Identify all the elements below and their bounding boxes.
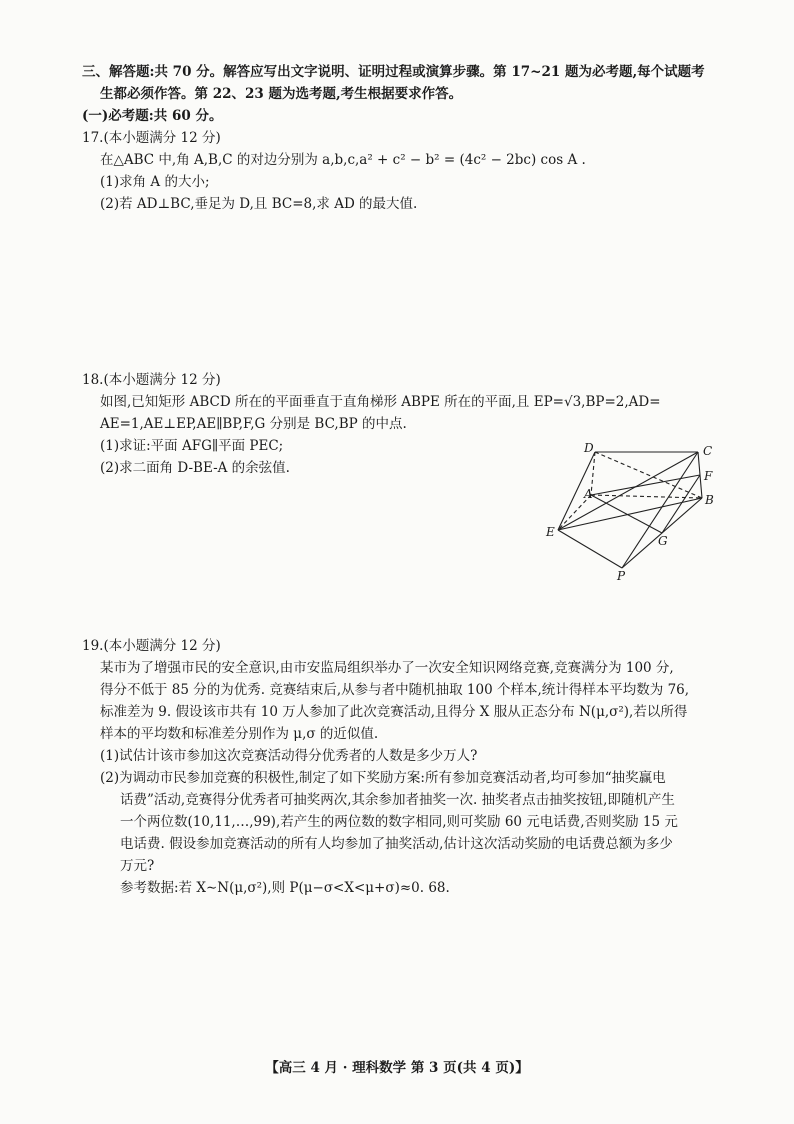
q19-stem-line1: 某市为了增强市民的安全意识,由市安监局组织举办了一次安全知识网络竞赛,竞赛满分为 100 分, (100, 660, 674, 676)
label-C: C (703, 444, 713, 458)
q19-part2-line1: (2)为调动市民参加竞赛的积极性,制定了如下奖励方案:所有参加竞赛活动者,均可参加“抽奖赢电 (100, 770, 666, 786)
q19-part2-line5: 万元? (120, 858, 155, 874)
q19-number: 19.(本小题满分 12 分) (82, 638, 221, 654)
page-footer: 【高三 4 月 · 理科数学 第 3 页(共 4 页)】 (265, 1060, 529, 1076)
edge-AF (591, 475, 700, 495)
label-P: P (617, 569, 626, 583)
section-header-line1: 三、解答题:共 70 分。解答应写出文字说明、证明过程或演算步骤。第 17~21 题为必考题,每个试题考 (82, 64, 705, 80)
q17-part1: (1)求角 A 的大小; (100, 174, 210, 190)
section-header-line2: 生都必须作答。第 22、23 题为选考题,考生根据要求作答。 (100, 86, 463, 102)
edge-EC (558, 452, 698, 530)
q18-stem-line2: AE=1,AE⊥EP,AE∥BP,F,G 分别是 BC,BP 的中点. (100, 416, 407, 432)
q19-part2-line2: 话费”活动,竞赛得分优秀者可抽奖两次,其余参加者抽奖一次. 抽奖者点击抽奖按钮,即随机产生 (120, 792, 675, 808)
q18-number: 18.(本小题满分 12 分) (82, 372, 221, 388)
label-E: E (546, 525, 555, 539)
label-D: D (584, 441, 594, 455)
edge-AG (591, 495, 662, 533)
q18-geometry-figure (540, 438, 730, 583)
edge-EP (558, 530, 622, 568)
q17-stem: 在△ABC 中,角 A,B,C 的对边分别为 a,b,c,a² + c² − b² = (4c² − 2bc) cos A . (100, 152, 586, 168)
q19-stem-line3: 标准差为 9. 假设该市共有 10 万人参加了此次竞赛活动,且得分 X 服从正态分布 N(μ,σ²),若以所得 (100, 704, 688, 720)
q19-part2-line4: 电话费. 假设参加竞赛活动的所有人均参加了抽奖活动,估计这次活动奖励的电话费总额为多少 (120, 836, 673, 852)
q18-part2: (2)求二面角 D-BE-A 的余弦值. (100, 460, 290, 476)
label-G: G (658, 534, 668, 548)
q17-part2: (2)若 AD⊥BC,垂足为 D,且 BC=8,求 AD 的最大值. (100, 196, 418, 212)
q18-part1: (1)求证:平面 AFG∥平面 PEC; (100, 438, 284, 454)
q17-number: 17.(本小题满分 12 分) (82, 130, 221, 146)
label-F: F (704, 469, 713, 483)
q18-stem-line1: 如图,已知矩形 ABCD 所在的平面垂直于直角梯形 ABPE 所在的平面,且 EP=√3,BP=2,AD= (100, 394, 661, 410)
q19-part2-line3: 一个两位数(10,11,…,99),若产生的两位数的数字相同,则可奖励 60 元电话费,否则奖励 15 元 (120, 814, 678, 830)
edge-EB (558, 498, 702, 530)
q19-reference-data: 参考数据:若 X∼N(μ,σ²),则 P(μ−σ<X<μ+σ)≈0. 68. (120, 880, 450, 896)
q19-part1: (1)试估计该市参加这次竞赛活动得分优秀者的人数是多少万人? (100, 748, 478, 764)
q19-stem-line4: 样本的平均数和标准差分别作为 μ,σ 的近似值. (100, 726, 379, 742)
label-B: B (705, 493, 714, 507)
label-A: A (584, 487, 593, 501)
edge-PC (622, 452, 698, 568)
q19-stem-line2: 得分不低于 85 分的为优秀. 竞赛结束后,从参与者中随机抽取 100 个样本,统计得样本平均数为 76, (100, 682, 690, 698)
required-part-heading: (一)必考题:共 60 分。 (82, 108, 223, 124)
